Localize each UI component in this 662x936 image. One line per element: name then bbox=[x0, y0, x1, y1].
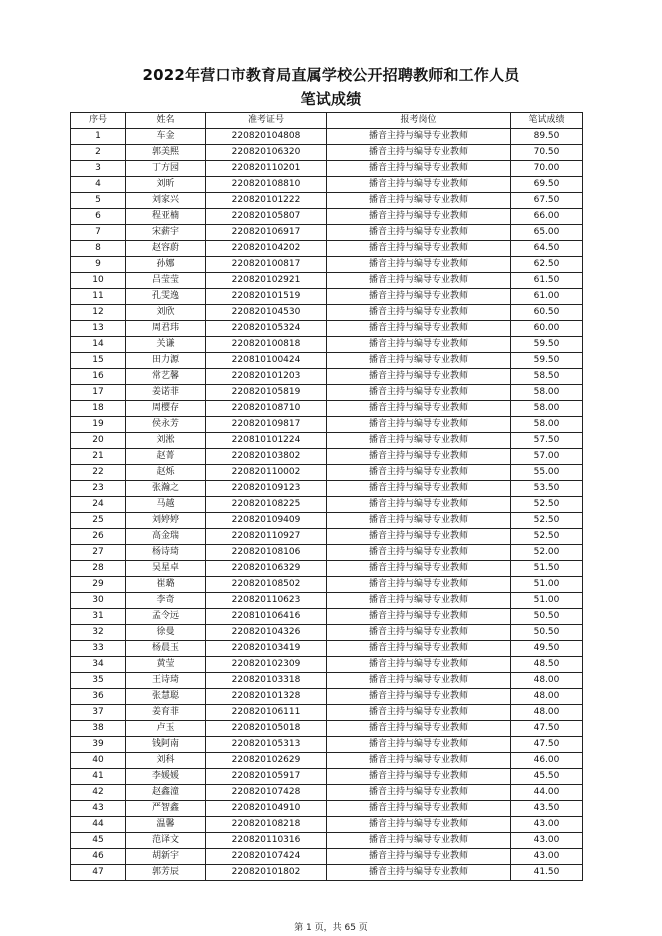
cell-score: 61.00 bbox=[511, 289, 583, 305]
table-row bbox=[71, 673, 583, 689]
cell-name: 王诗琦 bbox=[126, 673, 206, 689]
cell-exam-id: 220820102629 bbox=[206, 753, 327, 769]
cell-exam-id: 220810106416 bbox=[206, 609, 327, 625]
cell-no: 14 bbox=[71, 337, 126, 353]
cell-exam-id: 220820105018 bbox=[206, 721, 327, 737]
cell-score: 58.00 bbox=[511, 401, 583, 417]
header-no: 序号 bbox=[71, 113, 126, 129]
cell-position: 播音主持与编导专业教师 bbox=[327, 369, 511, 385]
cell-score: 48.50 bbox=[511, 657, 583, 673]
cell-score: 41.50 bbox=[511, 865, 583, 881]
cell-position: 播音主持与编导专业教师 bbox=[327, 305, 511, 321]
cell-score: 61.50 bbox=[511, 273, 583, 289]
cell-name: 范译文 bbox=[126, 833, 206, 849]
cell-no: 34 bbox=[71, 657, 126, 673]
table-row bbox=[71, 865, 583, 881]
cell-name: 胡新宇 bbox=[126, 849, 206, 865]
table-row bbox=[71, 513, 583, 529]
table-row bbox=[71, 273, 583, 289]
table-row bbox=[71, 801, 583, 817]
header-position: 报考岗位 bbox=[327, 113, 511, 129]
cell-score: 50.50 bbox=[511, 625, 583, 641]
table-row bbox=[71, 129, 583, 145]
table-row bbox=[71, 561, 583, 577]
cell-no: 11 bbox=[71, 289, 126, 305]
cell-position: 播音主持与编导专业教师 bbox=[327, 641, 511, 657]
cell-score: 57.50 bbox=[511, 433, 583, 449]
cell-exam-id: 220820106329 bbox=[206, 561, 327, 577]
cell-score: 51.50 bbox=[511, 561, 583, 577]
cell-name: 常艺馨 bbox=[126, 369, 206, 385]
cell-name: 徐曼 bbox=[126, 625, 206, 641]
cell-name: 刘家兴 bbox=[126, 193, 206, 209]
cell-position: 播音主持与编导专业教师 bbox=[327, 673, 511, 689]
table-row bbox=[71, 641, 583, 657]
cell-name: 温馨 bbox=[126, 817, 206, 833]
cell-no: 25 bbox=[71, 513, 126, 529]
cell-no: 32 bbox=[71, 625, 126, 641]
page-title: 2022年营口市教育局直属学校公开招聘教师和工作人员 bbox=[142, 66, 520, 84]
cell-no: 43 bbox=[71, 801, 126, 817]
cell-position: 播音主持与编导专业教师 bbox=[327, 417, 511, 433]
cell-name: 侯永芳 bbox=[126, 417, 206, 433]
table-row bbox=[71, 609, 583, 625]
cell-score: 49.50 bbox=[511, 641, 583, 657]
cell-position: 播音主持与编导专业教师 bbox=[327, 433, 511, 449]
table-row bbox=[71, 145, 583, 161]
cell-name: 赵鑫潼 bbox=[126, 785, 206, 801]
cell-exam-id: 220820101328 bbox=[206, 689, 327, 705]
cell-no: 15 bbox=[71, 353, 126, 369]
cell-name: 黄莹 bbox=[126, 657, 206, 673]
cell-score: 64.50 bbox=[511, 241, 583, 257]
cell-position: 播音主持与编导专业教师 bbox=[327, 161, 511, 177]
cell-name: 马越 bbox=[126, 497, 206, 513]
table-body bbox=[71, 129, 583, 881]
cell-score: 52.50 bbox=[511, 497, 583, 513]
cell-score: 59.50 bbox=[511, 353, 583, 369]
cell-score: 45.50 bbox=[511, 769, 583, 785]
table-row bbox=[71, 593, 583, 609]
table-row bbox=[71, 193, 583, 209]
table-row bbox=[71, 369, 583, 385]
cell-no: 16 bbox=[71, 369, 126, 385]
cell-exam-id: 220820105917 bbox=[206, 769, 327, 785]
cell-exam-id: 220820101519 bbox=[206, 289, 327, 305]
cell-score: 60.50 bbox=[511, 305, 583, 321]
cell-exam-id: 220820108225 bbox=[206, 497, 327, 513]
cell-no: 40 bbox=[71, 753, 126, 769]
cell-position: 播音主持与编导专业教师 bbox=[327, 129, 511, 145]
cell-position: 播音主持与编导专业教师 bbox=[327, 145, 511, 161]
cell-exam-id: 220820110623 bbox=[206, 593, 327, 609]
cell-exam-id: 220820104910 bbox=[206, 801, 327, 817]
cell-no: 17 bbox=[71, 385, 126, 401]
table-row bbox=[71, 337, 583, 353]
cell-exam-id: 220820109817 bbox=[206, 417, 327, 433]
cell-position: 播音主持与编导专业教师 bbox=[327, 817, 511, 833]
cell-exam-id: 220820104326 bbox=[206, 625, 327, 641]
cell-score: 47.50 bbox=[511, 721, 583, 737]
cell-exam-id: 220820105313 bbox=[206, 737, 327, 753]
cell-position: 播音主持与编导专业教师 bbox=[327, 561, 511, 577]
cell-position: 播音主持与编导专业教师 bbox=[327, 257, 511, 273]
table-row bbox=[71, 753, 583, 769]
cell-score: 51.00 bbox=[511, 577, 583, 593]
cell-score: 60.00 bbox=[511, 321, 583, 337]
cell-score: 47.50 bbox=[511, 737, 583, 753]
cell-name: 刘欣 bbox=[126, 305, 206, 321]
cell-position: 播音主持与编导专业教师 bbox=[327, 785, 511, 801]
cell-exam-id: 220820109409 bbox=[206, 513, 327, 529]
cell-score: 48.00 bbox=[511, 689, 583, 705]
cell-position: 播音主持与编导专业教师 bbox=[327, 689, 511, 705]
cell-no: 18 bbox=[71, 401, 126, 417]
cell-no: 46 bbox=[71, 849, 126, 865]
table-row bbox=[71, 209, 583, 225]
cell-position: 播音主持与编导专业教师 bbox=[327, 225, 511, 241]
table-header-row bbox=[71, 113, 583, 129]
cell-name: 田力源 bbox=[126, 353, 206, 369]
cell-exam-id: 220820108810 bbox=[206, 177, 327, 193]
cell-name: 刘科 bbox=[126, 753, 206, 769]
cell-position: 播音主持与编导专业教师 bbox=[327, 769, 511, 785]
table-row bbox=[71, 417, 583, 433]
cell-exam-id: 220820109123 bbox=[206, 481, 327, 497]
table-row bbox=[71, 433, 583, 449]
cell-score: 51.00 bbox=[511, 593, 583, 609]
cell-name: 吴星卓 bbox=[126, 561, 206, 577]
cell-name: 崔璐 bbox=[126, 577, 206, 593]
cell-score: 58.00 bbox=[511, 417, 583, 433]
table-row bbox=[71, 257, 583, 273]
cell-no: 21 bbox=[71, 449, 126, 465]
table-row bbox=[71, 545, 583, 561]
cell-no: 38 bbox=[71, 721, 126, 737]
cell-exam-id: 220820103419 bbox=[206, 641, 327, 657]
cell-exam-id: 220820106917 bbox=[206, 225, 327, 241]
cell-no: 5 bbox=[71, 193, 126, 209]
cell-score: 53.50 bbox=[511, 481, 583, 497]
cell-exam-id: 220820104808 bbox=[206, 129, 327, 145]
cell-no: 7 bbox=[71, 225, 126, 241]
table-row bbox=[71, 577, 583, 593]
cell-position: 播音主持与编导专业教师 bbox=[327, 657, 511, 673]
cell-name: 高金瑞 bbox=[126, 529, 206, 545]
cell-exam-id: 220820104202 bbox=[206, 241, 327, 257]
cell-position: 播音主持与编导专业教师 bbox=[327, 593, 511, 609]
cell-exam-id: 220810101224 bbox=[206, 433, 327, 449]
cell-position: 播音主持与编导专业教师 bbox=[327, 209, 511, 225]
cell-position: 播音主持与编导专业教师 bbox=[327, 449, 511, 465]
cell-name: 李媛媛 bbox=[126, 769, 206, 785]
cell-position: 播音主持与编导专业教师 bbox=[327, 465, 511, 481]
cell-position: 播音主持与编导专业教师 bbox=[327, 401, 511, 417]
scores-table bbox=[70, 112, 583, 881]
table-row bbox=[71, 225, 583, 241]
cell-exam-id: 220820110316 bbox=[206, 833, 327, 849]
cell-name: 杨晨玉 bbox=[126, 641, 206, 657]
cell-score: 70.00 bbox=[511, 161, 583, 177]
cell-exam-id: 220820105819 bbox=[206, 385, 327, 401]
cell-exam-id: 220820108106 bbox=[206, 545, 327, 561]
table-row bbox=[71, 705, 583, 721]
cell-name: 赵菁 bbox=[126, 449, 206, 465]
cell-score: 52.00 bbox=[511, 545, 583, 561]
cell-position: 播音主持与编导专业教师 bbox=[327, 849, 511, 865]
cell-score: 66.00 bbox=[511, 209, 583, 225]
cell-score: 57.00 bbox=[511, 449, 583, 465]
cell-name: 张瀚之 bbox=[126, 481, 206, 497]
cell-name: 姜育菲 bbox=[126, 705, 206, 721]
cell-name: 卢玉 bbox=[126, 721, 206, 737]
cell-name: 刘淞 bbox=[126, 433, 206, 449]
cell-name: 孟令远 bbox=[126, 609, 206, 625]
cell-position: 播音主持与编导专业教师 bbox=[327, 321, 511, 337]
cell-no: 10 bbox=[71, 273, 126, 289]
cell-no: 42 bbox=[71, 785, 126, 801]
cell-no: 33 bbox=[71, 641, 126, 657]
cell-no: 23 bbox=[71, 481, 126, 497]
cell-position: 播音主持与编导专业教师 bbox=[327, 273, 511, 289]
cell-position: 播音主持与编导专业教师 bbox=[327, 497, 511, 513]
table-row bbox=[71, 321, 583, 337]
cell-position: 播音主持与编导专业教师 bbox=[327, 753, 511, 769]
cell-no: 19 bbox=[71, 417, 126, 433]
cell-score: 58.50 bbox=[511, 369, 583, 385]
cell-name: 宋薪宇 bbox=[126, 225, 206, 241]
cell-name: 杨诗琦 bbox=[126, 545, 206, 561]
cell-exam-id: 220820103802 bbox=[206, 449, 327, 465]
cell-name: 刘婷婷 bbox=[126, 513, 206, 529]
header-name: 姓名 bbox=[126, 113, 206, 129]
cell-exam-id: 220820102921 bbox=[206, 273, 327, 289]
header-score: 笔试成绩 bbox=[511, 113, 583, 129]
table-row bbox=[71, 177, 583, 193]
cell-position: 播音主持与编导专业教师 bbox=[327, 481, 511, 497]
cell-exam-id: 220820110002 bbox=[206, 465, 327, 481]
cell-no: 29 bbox=[71, 577, 126, 593]
cell-no: 9 bbox=[71, 257, 126, 273]
cell-score: 59.50 bbox=[511, 337, 583, 353]
cell-score: 46.00 bbox=[511, 753, 583, 769]
cell-score: 43.00 bbox=[511, 849, 583, 865]
table-row bbox=[71, 529, 583, 545]
cell-position: 播音主持与编导专业教师 bbox=[327, 177, 511, 193]
table-row bbox=[71, 849, 583, 865]
cell-no: 37 bbox=[71, 705, 126, 721]
cell-score: 65.00 bbox=[511, 225, 583, 241]
cell-name: 周君玮 bbox=[126, 321, 206, 337]
cell-score: 58.00 bbox=[511, 385, 583, 401]
cell-position: 播音主持与编导专业教师 bbox=[327, 385, 511, 401]
cell-no: 20 bbox=[71, 433, 126, 449]
cell-position: 播音主持与编导专业教师 bbox=[327, 529, 511, 545]
cell-exam-id: 220820108218 bbox=[206, 817, 327, 833]
table-row bbox=[71, 353, 583, 369]
cell-exam-id: 220820101802 bbox=[206, 865, 327, 881]
cell-no: 41 bbox=[71, 769, 126, 785]
table-row bbox=[71, 497, 583, 513]
table-row bbox=[71, 385, 583, 401]
cell-no: 30 bbox=[71, 593, 126, 609]
cell-score: 43.50 bbox=[511, 801, 583, 817]
cell-name: 姜诺菲 bbox=[126, 385, 206, 401]
cell-no: 31 bbox=[71, 609, 126, 625]
cell-score: 48.00 bbox=[511, 705, 583, 721]
cell-name: 严智鑫 bbox=[126, 801, 206, 817]
cell-no: 4 bbox=[71, 177, 126, 193]
cell-position: 播音主持与编导专业教师 bbox=[327, 737, 511, 753]
cell-no: 24 bbox=[71, 497, 126, 513]
cell-exam-id: 220810100424 bbox=[206, 353, 327, 369]
cell-score: 48.00 bbox=[511, 673, 583, 689]
cell-no: 12 bbox=[71, 305, 126, 321]
table-row bbox=[71, 833, 583, 849]
table-row bbox=[71, 401, 583, 417]
cell-name: 李奇 bbox=[126, 593, 206, 609]
cell-score: 55.00 bbox=[511, 465, 583, 481]
cell-name: 钱阿南 bbox=[126, 737, 206, 753]
cell-position: 播音主持与编导专业教师 bbox=[327, 833, 511, 849]
cell-exam-id: 220820105324 bbox=[206, 321, 327, 337]
cell-no: 1 bbox=[71, 129, 126, 145]
cell-score: 52.50 bbox=[511, 529, 583, 545]
cell-score: 67.50 bbox=[511, 193, 583, 209]
cell-score: 89.50 bbox=[511, 129, 583, 145]
cell-name: 吕莹莹 bbox=[126, 273, 206, 289]
cell-name: 孔雯逸 bbox=[126, 289, 206, 305]
cell-no: 35 bbox=[71, 673, 126, 689]
page-subtitle: 笔试成绩 bbox=[300, 90, 362, 108]
cell-exam-id: 220820100818 bbox=[206, 337, 327, 353]
table-row bbox=[71, 241, 583, 257]
cell-name: 赵容蔚 bbox=[126, 241, 206, 257]
cell-exam-id: 220820105807 bbox=[206, 209, 327, 225]
cell-no: 44 bbox=[71, 817, 126, 833]
cell-no: 2 bbox=[71, 145, 126, 161]
cell-exam-id: 220820100817 bbox=[206, 257, 327, 273]
cell-no: 45 bbox=[71, 833, 126, 849]
table-row bbox=[71, 625, 583, 641]
cell-name: 刘昕 bbox=[126, 177, 206, 193]
cell-exam-id: 220820106320 bbox=[206, 145, 327, 161]
table-row bbox=[71, 689, 583, 705]
cell-position: 播音主持与编导专业教师 bbox=[327, 705, 511, 721]
cell-name: 关谦 bbox=[126, 337, 206, 353]
cell-position: 播音主持与编导专业教师 bbox=[327, 721, 511, 737]
cell-name: 周樱存 bbox=[126, 401, 206, 417]
cell-exam-id: 220820102309 bbox=[206, 657, 327, 673]
table-row bbox=[71, 289, 583, 305]
cell-no: 47 bbox=[71, 865, 126, 881]
cell-name: 郭美熙 bbox=[126, 145, 206, 161]
cell-name: 车金 bbox=[126, 129, 206, 145]
cell-exam-id: 220820101222 bbox=[206, 193, 327, 209]
cell-exam-id: 220820104530 bbox=[206, 305, 327, 321]
cell-position: 播音主持与编导专业教师 bbox=[327, 193, 511, 209]
cell-position: 播音主持与编导专业教师 bbox=[327, 353, 511, 369]
cell-name: 丁方园 bbox=[126, 161, 206, 177]
cell-name: 程亚楠 bbox=[126, 209, 206, 225]
cell-score: 44.00 bbox=[511, 785, 583, 801]
cell-exam-id: 220820108502 bbox=[206, 577, 327, 593]
cell-name: 张慧聪 bbox=[126, 689, 206, 705]
cell-exam-id: 220820107428 bbox=[206, 785, 327, 801]
cell-position: 播音主持与编导专业教师 bbox=[327, 865, 511, 881]
cell-exam-id: 220820110201 bbox=[206, 161, 327, 177]
table-row bbox=[71, 161, 583, 177]
cell-no: 6 bbox=[71, 209, 126, 225]
cell-no: 27 bbox=[71, 545, 126, 561]
cell-position: 播音主持与编导专业教师 bbox=[327, 801, 511, 817]
cell-score: 43.00 bbox=[511, 817, 583, 833]
page-footer: 第 1 页，共 65 页 bbox=[294, 923, 368, 933]
cell-position: 播音主持与编导专业教师 bbox=[327, 241, 511, 257]
cell-exam-id: 220820103318 bbox=[206, 673, 327, 689]
cell-position: 播音主持与编导专业教师 bbox=[327, 289, 511, 305]
cell-position: 播音主持与编导专业教师 bbox=[327, 609, 511, 625]
cell-name: 郭芳辰 bbox=[126, 865, 206, 881]
table-row bbox=[71, 785, 583, 801]
header-exam-id: 准考证号 bbox=[206, 113, 327, 129]
cell-position: 播音主持与编导专业教师 bbox=[327, 625, 511, 641]
cell-position: 播音主持与编导专业教师 bbox=[327, 337, 511, 353]
cell-no: 22 bbox=[71, 465, 126, 481]
cell-score: 69.50 bbox=[511, 177, 583, 193]
cell-position: 播音主持与编导专业教师 bbox=[327, 577, 511, 593]
table-row bbox=[71, 769, 583, 785]
table-row bbox=[71, 465, 583, 481]
cell-score: 50.50 bbox=[511, 609, 583, 625]
table-row bbox=[71, 817, 583, 833]
cell-score: 43.00 bbox=[511, 833, 583, 849]
cell-score: 70.50 bbox=[511, 145, 583, 161]
table-row bbox=[71, 449, 583, 465]
cell-score: 52.50 bbox=[511, 513, 583, 529]
cell-no: 3 bbox=[71, 161, 126, 177]
table-row bbox=[71, 481, 583, 497]
table-row bbox=[71, 657, 583, 673]
cell-exam-id: 220820108710 bbox=[206, 401, 327, 417]
cell-exam-id: 220820106111 bbox=[206, 705, 327, 721]
cell-no: 26 bbox=[71, 529, 126, 545]
table-row bbox=[71, 737, 583, 753]
cell-name: 赵烁 bbox=[126, 465, 206, 481]
cell-exam-id: 220820110927 bbox=[206, 529, 327, 545]
cell-no: 28 bbox=[71, 561, 126, 577]
cell-no: 8 bbox=[71, 241, 126, 257]
cell-no: 36 bbox=[71, 689, 126, 705]
cell-position: 播音主持与编导专业教师 bbox=[327, 513, 511, 529]
cell-score: 62.50 bbox=[511, 257, 583, 273]
cell-exam-id: 220820101203 bbox=[206, 369, 327, 385]
cell-exam-id: 220820107424 bbox=[206, 849, 327, 865]
table-row bbox=[71, 721, 583, 737]
cell-name: 孙娜 bbox=[126, 257, 206, 273]
cell-no: 39 bbox=[71, 737, 126, 753]
cell-no: 13 bbox=[71, 321, 126, 337]
cell-position: 播音主持与编导专业教师 bbox=[327, 545, 511, 561]
table-row bbox=[71, 305, 583, 321]
